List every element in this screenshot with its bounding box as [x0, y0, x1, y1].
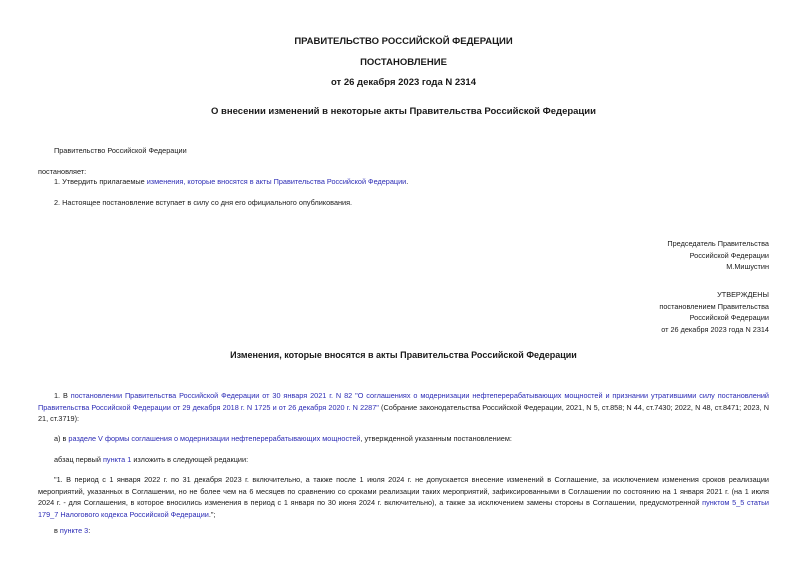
p1-prefix: 1. В — [54, 391, 71, 400]
p5-suffix: : — [88, 526, 91, 535]
government-heading: ПРАВИТЕЛЬСТВО РОССИЙСКОЙ ФЕДЕРАЦИИ — [294, 36, 513, 47]
p2-prefix: а) в — [54, 434, 69, 443]
approval-title: УТВЕРЖДЕНЫ — [717, 290, 769, 299]
p1-suffix: (Собрание законодательства Российской Федерации, 2021, N 5, ст.858; N 44, ст.7430; 2022, N 48, ст.8471; 2023, N 21, ст.3719): — [38, 402, 769, 423]
approval-by: постановлением Правительства — [659, 301, 769, 311]
signature-name: М.Мишустин — [726, 262, 769, 271]
changes-link[interactable]: изменения, которые вносятся в акты Правительства Российской Федерации — [146, 177, 407, 186]
approval-date: от 26 декабря 2023 года N 2314 — [661, 324, 769, 334]
preamble-subject: Правительство Российской Федерации — [54, 146, 187, 155]
signature-position: Председатель Правительства — [667, 239, 769, 248]
changes-paragraph-5 — [54, 525, 90, 537]
resolution-82-link[interactable]: постановлении Правительства Российской Федерации от 30 января 2021 г. N 82 "О соглашениях о модернизации нефтеперерабатывающих мощностей и признании утратившими силу постановлений Правительства Российской Федерации от 29 декабря 2018 г. N 1725 и от 26 декабря 2020 г. N 2287" — [38, 391, 769, 412]
item-1-prefix: 1. Утвердить прилагаемые — [54, 177, 147, 186]
changes-paragraph-2 — [54, 433, 512, 445]
p3-prefix: абзац первый — [54, 455, 103, 464]
changes-paragraph-3 — [54, 454, 248, 466]
item-1 — [54, 176, 408, 188]
point-3-link[interactable]: пункте 3 — [59, 526, 89, 535]
quote-suffix: ."; — [208, 509, 216, 519]
document-title: О внесении изменений в некоторые акты Правительства Российской Федерации — [211, 106, 596, 117]
approval-org: Российской Федерации — [689, 313, 769, 322]
date-number-heading: от 26 декабря 2023 года N 2314 — [330, 77, 476, 88]
p2-suffix: , утвержденной указанным постановлением: — [360, 434, 512, 443]
tax-code-link[interactable]: пунктом 5_5 статьи 179_7 Налогового кодекса Российской Федерации — [38, 498, 769, 519]
changes-title: Изменения, которые вносятся в акты Правительства Российской Федерации — [230, 350, 577, 360]
quote-text: "1. В период с 1 января 2022 г. по 31 декабря 2023 г. включительно, а также после 1 июля 2024 г. не допускается внесение изменений в Соглашение, за исключением изменения сроков реализации мероприятий, указанных в Соглашении, но не более чем на 6 месяцев по сравнению со сроками реализации таких мероприятий, зафиксированными в Соглашении по состоянию на 1 января 2021 г. (на 1 июля 2024 г. - для Соглашения, в которое вносились изменения в период с 1 января по 30 июня 2024 г. включительно), а также за исключением замены стороны в Соглашении, предусмотренной — [38, 475, 769, 507]
approval-block — [659, 289, 769, 335]
item-1-suffix: . — [406, 177, 409, 186]
signature-org: Российской Федерации — [689, 250, 769, 260]
changes-paragraph-1 — [38, 390, 769, 425]
point-1-link[interactable]: пункта 1 — [102, 455, 132, 464]
doc-type-heading: ПОСТАНОВЛЕНИЕ — [360, 57, 447, 68]
signature-block — [667, 238, 769, 273]
quoted-paragraph — [38, 474, 769, 520]
preamble-decides: постановляет: — [38, 167, 87, 176]
p5-prefix: в — [54, 526, 60, 535]
section-v-link[interactable]: разделе V формы соглашения о модернизации нефтеперерабатывающих мощностей — [68, 434, 361, 443]
item-2: 2. Настоящее постановление вступает в силу со дня его официального опубликования. — [54, 198, 353, 207]
p3-suffix: изложить в следующей редакции: — [131, 455, 249, 464]
